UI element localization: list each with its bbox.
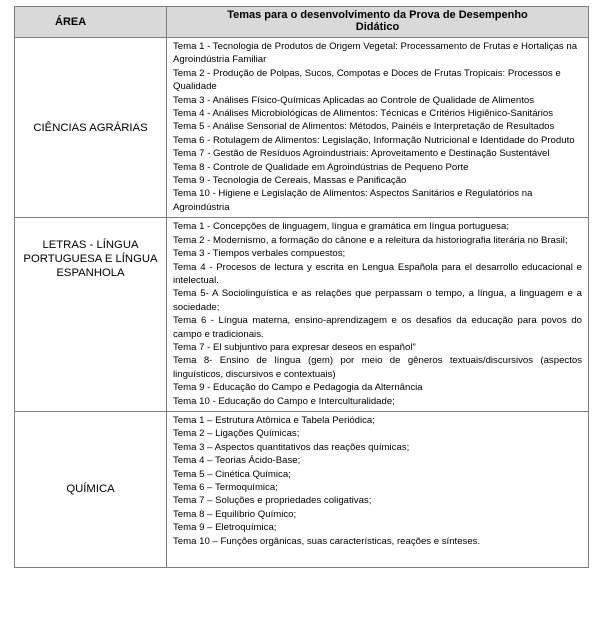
temas-quimica [167,411,589,567]
tema-item: Tema 2 - Modernismo, a formação do cânone e a releitura da historiografia literária no Brasil; [173,234,568,246]
tema-item: Tema 1 – Estrutura Atômica e Tabela Periódica; [173,414,375,426]
tema-item: Tema 1 - Tecnologia de Produtos de Origem Vegetal: Processamento de Frutas e Hortaliças na Agroindústria Familiar [173,41,578,66]
tema-item: Tema 10 – Funções orgânicas, suas características, reações e sínteses. [173,535,481,547]
area-letras [15,218,167,412]
tema-item: Tema 2 – Ligações Químicas; [173,428,300,440]
area-letras-line2: PORTUGUESA E LÍNGUA [23,253,158,266]
tema-item: Tema 3 - Tiempos verbales compuestos; [173,248,346,260]
tema-item: Tema 1 - Concepções de linguagem, língua e gramática em língua portuguesa; [173,221,509,233]
tema-item: Tema 8- Ensino de língua (gem) por meio de gêneros textuais/discursivos (aspectos linguísticos, discursivos e contextuais) [173,355,582,380]
tema-item: Tema 9 – Eletroquímica; [173,522,277,534]
tema-item: Tema 7 - Gestão de Resíduos Agroindustriais: Aproveitamento e Destinação Sustentável [173,148,550,160]
table-row-ciencias-agrarias [15,38,589,218]
area-letras-line3: ESPANHOLA [56,267,125,280]
temas-ciencias-agrarias [167,38,589,218]
tema-item: Tema 9 - Tecnologia de Cereais, Massas e Panificação [173,175,407,187]
area-quimica: QUÍMICA [15,411,167,567]
tema-item: Tema 4 – Teorias Ácido-Base; [173,455,301,467]
table-row-letras [15,218,589,412]
tema-item: Tema 8 - Controle de Qualidade em Agroindústrias de Pequeno Porte [173,161,469,173]
themes-table [14,6,589,568]
tema-item: Tema 3 – Aspectos quantitativos das reações químicas; [173,441,410,453]
area-ciencias-agrarias: CIÊNCIAS AGRÁRIAS [15,38,167,218]
tema-item: Tema 7 - El subjuntivo para expresar deseos en español” [173,341,416,353]
tema-item: Tema 10 - Educação do Campo e Interculturalidade; [173,395,395,407]
temas-letras [167,218,589,412]
tema-item: Tema 2 - Produção de Polpas, Sucos, Compotas e Doces de Frutas Tropicais: Processos e Qualidade [173,67,561,93]
tema-item: Tema 9 - Educação do Campo e Pedagogia da Alternância [173,382,423,394]
tema-item: Tema 6 – Termoquímica; [173,482,278,493]
tema-item: Tema 6 - Rotulagem de Alimentos: Legislação, Informação Nutricional e Identidade do Produto [173,134,575,146]
table-header-row [15,7,589,38]
tema-item: Tema 5- A Sociolinguística e as relações que perpassam o tempo, a língua, a linguagem e a sociedade; [173,288,582,313]
tema-item: Tema 7 – Soluções e propriedades coligativas; [173,495,372,507]
tema-item: Tema 4 - Procesos de lectura y escrita en Lengua Española para el desarrollo educacional e intelectual. [173,261,582,286]
tema-item: Tema 10 - Higiene e Legislação de Alimentos: Aspectos Sanitários e Regulatórios na Agroindústria [173,188,533,213]
table-row-quimica [15,411,589,567]
tema-item: Tema 8 – Equilíbrio Químico; [173,508,297,520]
header-temas [167,7,589,38]
tema-item: Tema 5 – Cinética Química; [173,468,291,480]
tema-item: Tema 5 - Análise Sensorial de Alimentos: Métodos, Painéis e Interpretação de Resultados [173,121,555,133]
header-area: ÁREA [15,7,167,38]
tema-item: Tema 3 - Análises Físico-Químicas Aplicadas ao Controle de Qualidade de Alimentos [173,94,535,106]
header-temas-line1: Temas para o desenvolvimento da Prova de Desempenho [227,9,528,21]
tema-item: Tema 6 - Língua materna, ensino-aprendizagem e os desafios da educação para povos do campo e tradicionais. [173,315,582,340]
header-temas-line2: Didático [355,21,400,33]
area-letras-line1: LETRAS - LÍNGUA [42,239,139,252]
tema-item: Tema 4 - Análises Microbiológicas de Alimentos: Técnicas e Critérios Higiênico-Sanitários [173,108,554,120]
